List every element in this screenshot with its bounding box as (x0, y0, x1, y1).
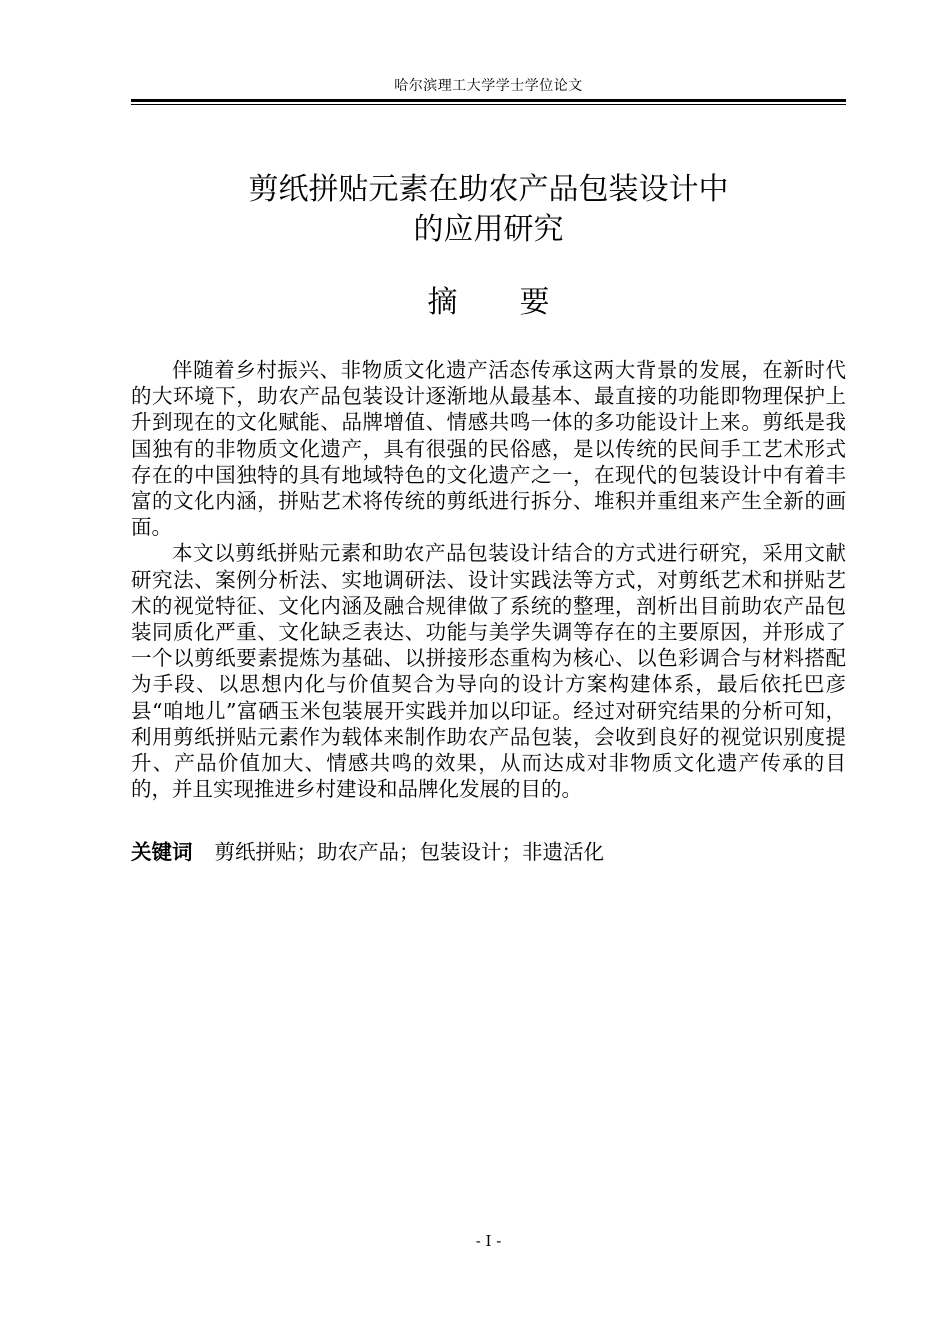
abstract-heading-char-1: 摘 (427, 285, 458, 320)
abstract-body (131, 357, 846, 802)
abstract-paragraph-2: 本文以剪纸拼贴元素和助农产品包装设计结合的方式进行研究，采用文献研究法、案例分析法、实地调研法、设计实践法等方式，对剪纸艺术和拼贴艺术的视觉特征、文化内涵及融合规律做了系统的整理，剖析出目前助农产品包装同质化严重、文化缺乏表达、功能与美学失调等存在的主要原因，并形成了一个以剪纸要素提炼为基础、以拼接形态重构为核心、以色彩调合与材料搭配为手段、以思想内化与价值契合为导向的设计方案构建体系，最后依托巴彦县“咱地儿”富硒玉米包装展开实践并加以印证。经过对研究结果的分析可知，利用剪纸拼贴元素作为载体来制作助农产品包装，会收到良好的视觉识别度提升、产品价值加大、情感共鸣的效果，从而达成对非物质文化遗产传承的目的，并且实现推进乡村建设和品牌化发展的目的。 (131, 541, 846, 802)
running-header: 哈尔滨理工大学学士学位论文 (394, 78, 583, 94)
page-number: - I - (475, 1232, 502, 1250)
keywords-label: 关键词 (131, 840, 193, 864)
header-rule-thin (131, 104, 846, 105)
keywords-text: 剪纸拼贴；助农产品；包装设计；非遗活化 (214, 840, 604, 864)
keywords-line (131, 838, 846, 866)
abstract-heading (131, 283, 846, 323)
thesis-title (131, 170, 846, 250)
abstract-paragraph-1: 伴随着乡村振兴、非物质文化遗产活态传承这两大背景的发展，在新时代的大环境下，助农产品包装设计逐渐地从最基本、最直接的功能即物理保护上升到现在的文化赋能、品牌增值、情感共鸣一体的多功能设计上来。剪纸是我国独有的非物质文化遗产，具有很强的民俗感，是以传统的民间手工艺术形式存在的中国独特的具有地域特色的文化遗产之一，在现代的包装设计中有着丰富的文化内涵，拼贴艺术将传统的剪纸进行拆分、堆积并重组来产生全新的画面。 (131, 358, 846, 540)
abstract-heading-char-2: 要 (519, 285, 550, 320)
header-rule-thick (131, 99, 846, 102)
thesis-title-line-1: 剪纸拼贴元素在助农产品包装设计中 (248, 172, 729, 207)
thesis-title-line-2: 的应用研究 (413, 212, 564, 247)
